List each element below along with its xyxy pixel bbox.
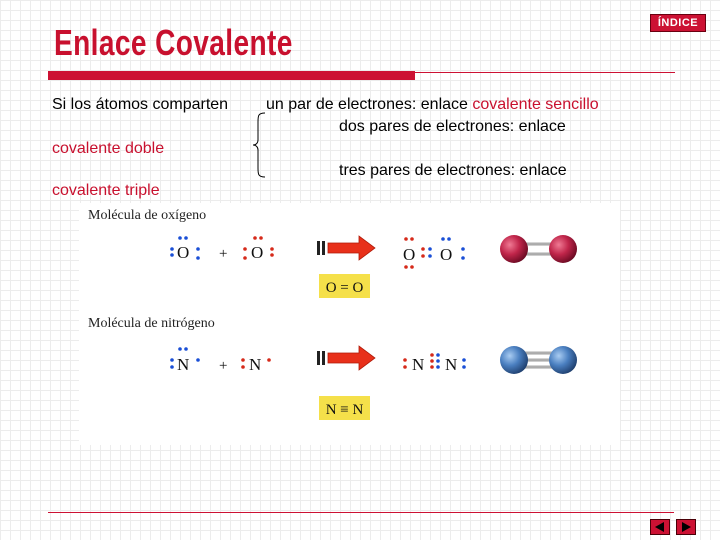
oxygen-atom-left: [170, 236, 200, 262]
nitrogen-symbol-1: N: [177, 355, 190, 374]
brace-icon: [252, 112, 266, 178]
intro-lead: Si los átomos comparten: [52, 96, 229, 113]
next-slide-button[interactable]: [676, 519, 696, 535]
nitrogen-atom-left: [170, 347, 200, 374]
oxygen-molecule-model-icon: [500, 235, 577, 263]
nitrogen-bond-box: [319, 396, 370, 420]
oxygen-symbol-4: O: [440, 245, 453, 264]
oxygen-bond-formula: O = O: [325, 280, 364, 296]
single-bond-text: un par de electrones: enlace: [266, 96, 473, 113]
title-underline-bar: [48, 71, 415, 80]
nitrogen-molecule-label: Molécula de nitrógeno: [88, 316, 215, 331]
nitrogen-bond-formula: N ≡ N: [325, 402, 364, 418]
oxygen-atom-right: [243, 236, 274, 262]
oxygen-lewis-product: [403, 237, 465, 269]
title-underline-rule: [415, 72, 675, 73]
triple-bond-name: covalente triple: [52, 182, 160, 199]
arrow-left-icon: [654, 522, 666, 532]
oxygen-symbol-1: O: [177, 243, 190, 262]
footer-rule: [48, 512, 674, 513]
nitrogen-symbol-2: N: [249, 355, 262, 374]
oxygen-symbol-2: O: [251, 243, 264, 262]
oxygen-molecule-label: Molécula de oxígeno: [88, 208, 207, 223]
nitrogen-symbol-4: N: [445, 355, 458, 374]
nitrogen-molecule-model-icon: [500, 346, 577, 374]
double-bond-name: covalente doble: [52, 140, 165, 157]
oxygen-bond-box: [319, 274, 370, 298]
single-bond-highlight: covalente sencillo: [472, 96, 599, 113]
nitrogen-lewis-product: [403, 353, 466, 374]
nitrogen-symbol-3: N: [412, 355, 425, 374]
nitrogen-atom-right: [241, 355, 271, 374]
double-bond-line: dos pares de electrones: enlace: [339, 118, 566, 135]
indice-button[interactable]: ÍNDICE: [650, 14, 706, 32]
triple-bond-line: tres pares de electrones: enlace: [339, 162, 567, 179]
lewis-diagrams: [79, 203, 620, 445]
single-bond-line: [266, 96, 599, 114]
previous-slide-button[interactable]: [650, 519, 670, 535]
oxygen-symbol-3: O: [403, 245, 416, 264]
page-title: Enlace Covalente: [54, 22, 293, 63]
oxygen-plus-sign: +: [219, 246, 228, 262]
arrow-right-icon: [680, 522, 692, 532]
molecule-figure: [79, 203, 620, 445]
nitrogen-plus-sign: +: [219, 358, 228, 374]
reaction-arrow-icon: [317, 236, 375, 260]
reaction-arrow-icon: [317, 346, 375, 370]
